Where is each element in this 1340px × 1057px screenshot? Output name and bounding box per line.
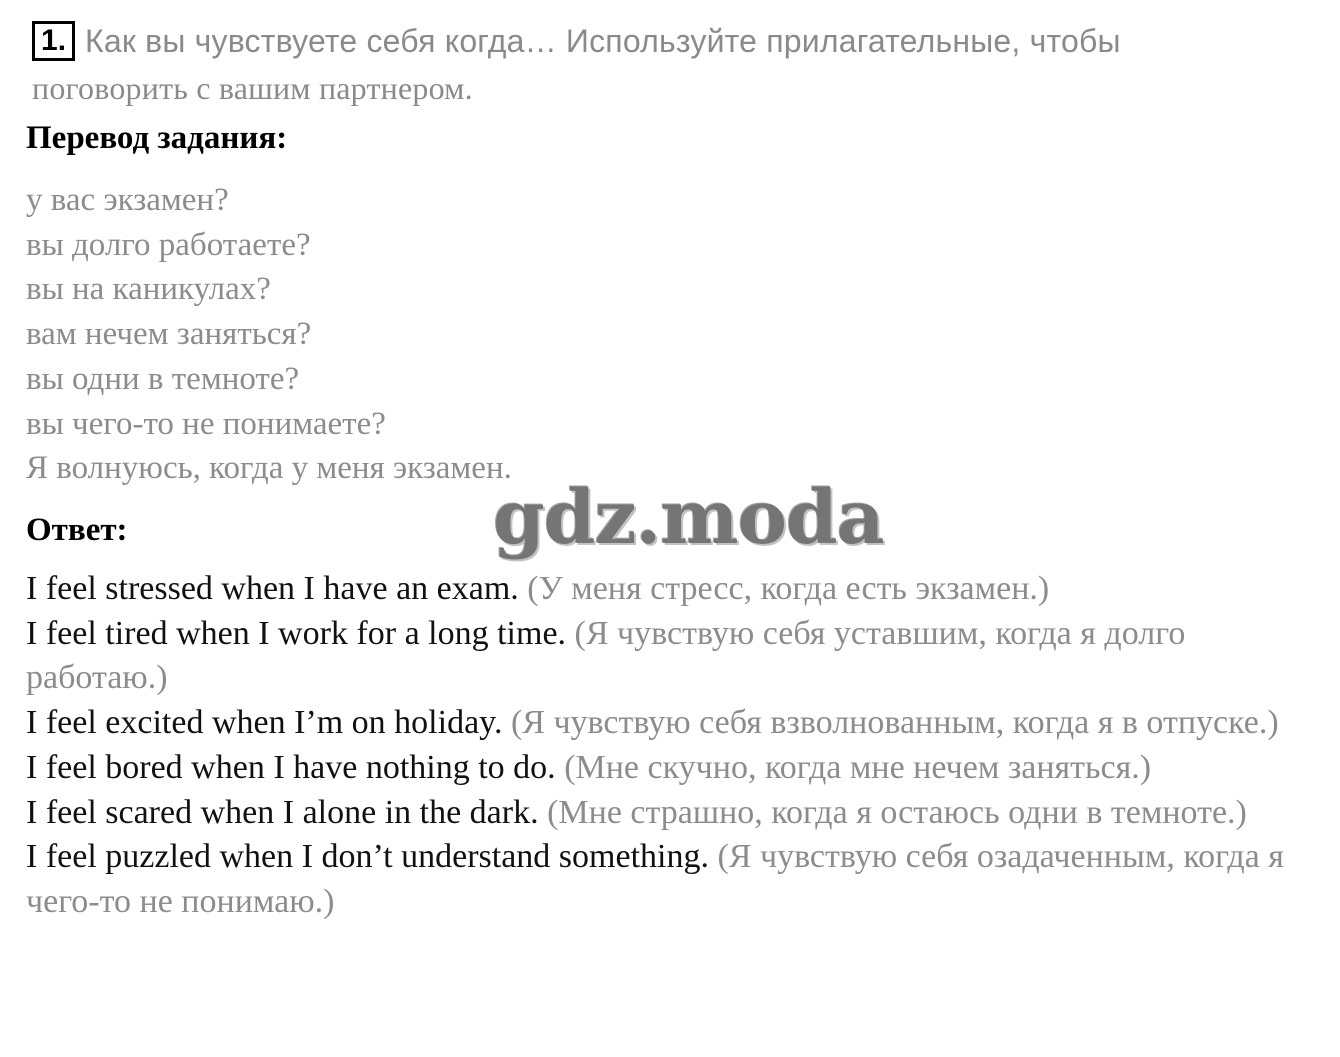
answer-english: I feel bored when I have nothing to do. xyxy=(26,748,556,786)
answer-russian: (У меня стресс, когда есть экзамен.) xyxy=(527,570,1050,607)
task-number-suffix: . xyxy=(57,24,67,57)
translation-line: вы одни в темноте? xyxy=(26,360,300,397)
translation-list xyxy=(26,178,926,491)
translation-line: вам нечем заняться? xyxy=(26,316,312,353)
answer-russian: (Я чувствую себя озадаченным, когда я чего-то не понимаю.) xyxy=(26,838,1284,920)
translation-line: вы долго работаете? xyxy=(26,226,311,263)
watermark-logo: gdz.moda xyxy=(493,475,884,561)
answer-item xyxy=(26,791,1326,836)
answer-english: I feel excited when I’m on holiday. xyxy=(26,704,503,742)
answer-english: I feel puzzled when I don’t understand something. xyxy=(26,838,709,876)
answer-english: I feel stressed when I have an exam. xyxy=(26,570,519,607)
answer-english: I feel tired when I work for a long time. xyxy=(26,614,567,652)
translation-title: Перевод задания: xyxy=(26,120,288,156)
answer-russian: (Мне страшно, когда я остаюсь одни в темноте.) xyxy=(547,793,1247,831)
translation-line: вы чего-то не понимаете? xyxy=(26,405,386,442)
task-number: 1 xyxy=(41,24,58,57)
translation-line: у вас экзамен? xyxy=(26,182,229,218)
translation-line: Я волнуюсь, когда у меня экзамен. xyxy=(26,450,512,487)
answer-item xyxy=(26,701,1326,746)
answer-english: I feel scared when I alone in the dark. xyxy=(26,793,539,831)
translation-line: вы на каникулах? xyxy=(26,271,271,308)
task-header xyxy=(32,18,1322,112)
answer-title: Ответ: xyxy=(26,512,128,548)
answer-item xyxy=(26,612,1326,701)
answer-russian: (Я чувствую себя уставшим, когда я долго работаю.) xyxy=(26,614,1186,697)
answer-item xyxy=(26,567,1326,612)
answer-russian: (Я чувствую себя взволнованным, когда я в отпуске.) xyxy=(510,704,1279,742)
task-number-box xyxy=(32,21,75,61)
answer-item xyxy=(26,835,1326,924)
task-text-line2: поговорить с вашим партнером. xyxy=(32,70,473,106)
answer-russian: (Мне скучно, когда мне нечем заняться.) xyxy=(564,748,1152,786)
task-text-line1: Как вы чувствуете себя когда… Используйте прилагательные, чтобы xyxy=(85,23,1121,59)
answer-list xyxy=(26,567,1326,925)
answer-item xyxy=(26,746,1326,791)
